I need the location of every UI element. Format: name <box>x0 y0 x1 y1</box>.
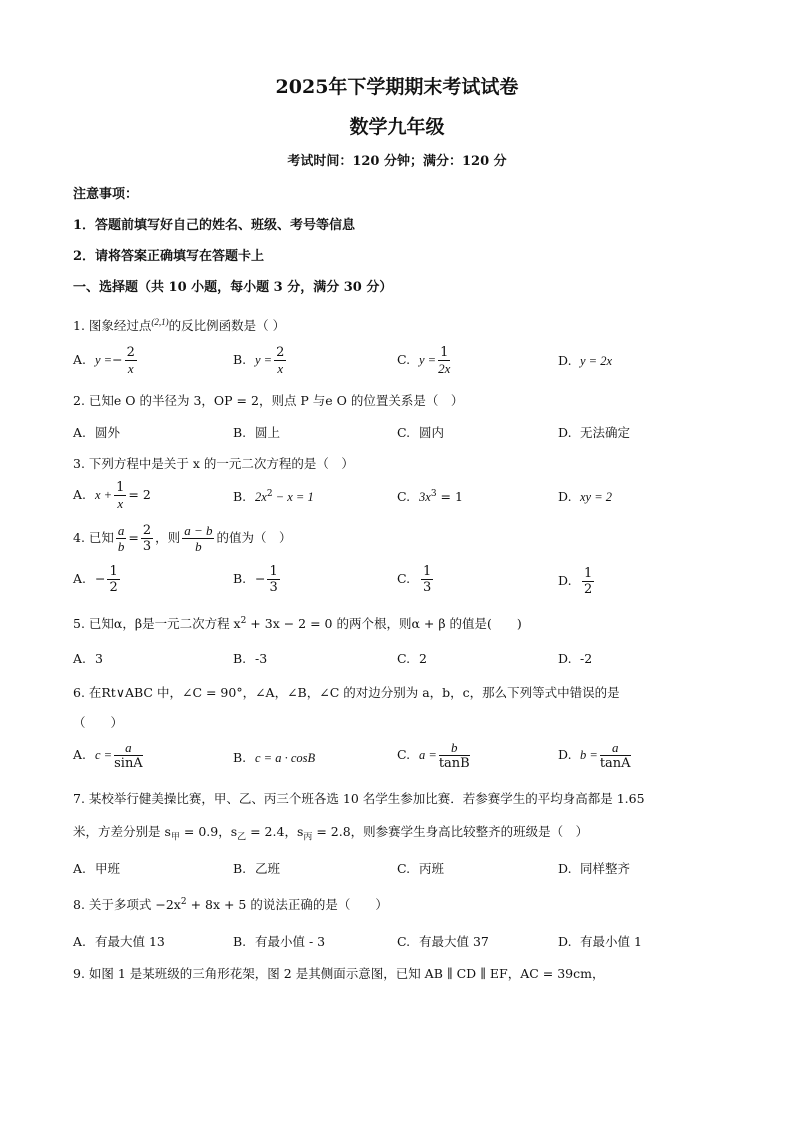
question-9: 9. 如图 1 是某班级的三角形花架，图 2 是其侧面示意图，已知 AB ∥ CD ∥ EF，AC = 39cm， <box>73 966 605 981</box>
q8-option-b: B. 有最小值 - 3 <box>233 934 326 949</box>
q1-option-c: C. y = $\frac{1}{2x}$ <box>397 345 451 376</box>
question-4: 4. 已知 $\frac{a}{b}$ = $\frac{2}{3}$ ，则 $\frac{a - b}{b}$ 的值为（ ） <box>73 523 292 554</box>
question-2: 2. 已知e O 的半径为 3，OP = 2，则点 P 与e O 的位置关系是（ ） <box>73 393 464 408</box>
note-item-1: 1．答题前填写好自己的姓名、班级、考号等信息 <box>73 218 356 233</box>
question-3: 3. 下列方程中是关于 x 的一元二次方程的是（ ） <box>73 456 354 471</box>
question-7-line-1: 7. 某校举行健美操比赛，甲、乙、丙三个班各选 10 名学生参加比赛．若参赛学生的平均身高都是 1.65 <box>73 791 645 806</box>
q4-option-b: B. − $\frac{1}{3}$ <box>233 564 278 595</box>
question-6-paren: （ ） <box>73 715 124 730</box>
q8-option-a: A. 有最大值 13 <box>73 934 165 949</box>
exam-subject: 数学九年级 <box>349 116 445 138</box>
q6-option-b: B. c = a · cosB <box>233 750 316 765</box>
section-heading: 一、选择题（共 10 小题，每小题 3 分，满分 30 分） <box>73 280 393 295</box>
q6-option-d: D. b = $\frac{a}{\tan A}$ <box>558 740 631 771</box>
q5-option-d: D. -2 <box>558 651 593 666</box>
q2-option-d: D. 无法确定 <box>558 425 631 440</box>
q8-option-d: D. 有最小值 1 <box>558 934 642 949</box>
q2-option-c: C. 圆内 <box>397 425 445 440</box>
q5-option-c: C. 2 <box>397 651 427 666</box>
q3-option-b: B. $2x^2 - x = 1$ <box>233 489 314 505</box>
q1-option-a: A. y =− $\frac{2}{x}$ <box>73 345 135 376</box>
q7-option-d: D. 同样整齐 <box>558 861 631 876</box>
note-item-2: 2．请将答案正确填写在答题卡上 <box>73 249 265 264</box>
question-1: 1. 图象经过点$^{(2,1)}$的反比例函数是（ ） <box>73 316 286 333</box>
q6-option-a: A. c = $\frac{a}{\sin A}$ <box>73 740 143 771</box>
question-8: 8. 关于多项式 $-2x^2 + 8x + 5$ 的说法正确的是（ ） <box>73 896 388 912</box>
q4-option-d: D. $\frac{1}{2}$ <box>558 566 593 597</box>
q3-option-c: C. $3x^3 = 1$ <box>397 489 463 505</box>
q4-option-c: C. $\frac{1}{3}$ <box>397 564 432 595</box>
q5-option-a: A. 3 <box>73 651 103 666</box>
q3-option-a: A. x + $\frac{1}{x}$ = 2 <box>73 480 151 511</box>
question-6: 6. 在Rt∨ABC 中，∠C = 90°，∠A，∠B，∠C 的对边分别为 a，b，c，那么下列等式中错误的是 <box>73 685 620 700</box>
q6-option-c: C. a = $\frac{b}{\tan B}$ <box>397 740 470 771</box>
exam-info: 考试时间：120 分钟；满分：120 分 <box>287 154 507 169</box>
q7-option-b: B. 乙班 <box>233 861 281 876</box>
q1-option-b: B. y = $\frac{2}{x}$ <box>233 345 285 376</box>
q3-option-d: D. xy = 2 <box>558 489 613 504</box>
q7-option-c: C. 丙班 <box>397 861 445 876</box>
question-7-line-2: 米，方差分别是 $s_甲 = 0.9$，$s_乙 = 2.4$，$s_丙 = 2.8$，则参赛学生身高比较整齐的班级是（ ） <box>73 824 589 843</box>
q2-option-b: B. 圆上 <box>233 425 281 440</box>
q5-option-b: B. -3 <box>233 651 268 666</box>
question-5: 5. 已知α，β是一元二次方程 $x^2 + 3x - 2 = 0$ 的两个根，则α + β 的值是( ) <box>73 615 522 631</box>
q8-option-c: C. 有最大值 37 <box>397 934 489 949</box>
q7-option-a: A. 甲班 <box>73 861 121 876</box>
q1-option-d: D. y = 2x <box>558 353 613 368</box>
q2-option-a: A. 圆外 <box>73 425 121 440</box>
q4-option-a: A. − $\frac{1}{2}$ <box>73 564 118 595</box>
notes-heading: 注意事项： <box>73 187 139 202</box>
exam-title: 2025年下学期期末考试试卷 <box>275 76 519 98</box>
